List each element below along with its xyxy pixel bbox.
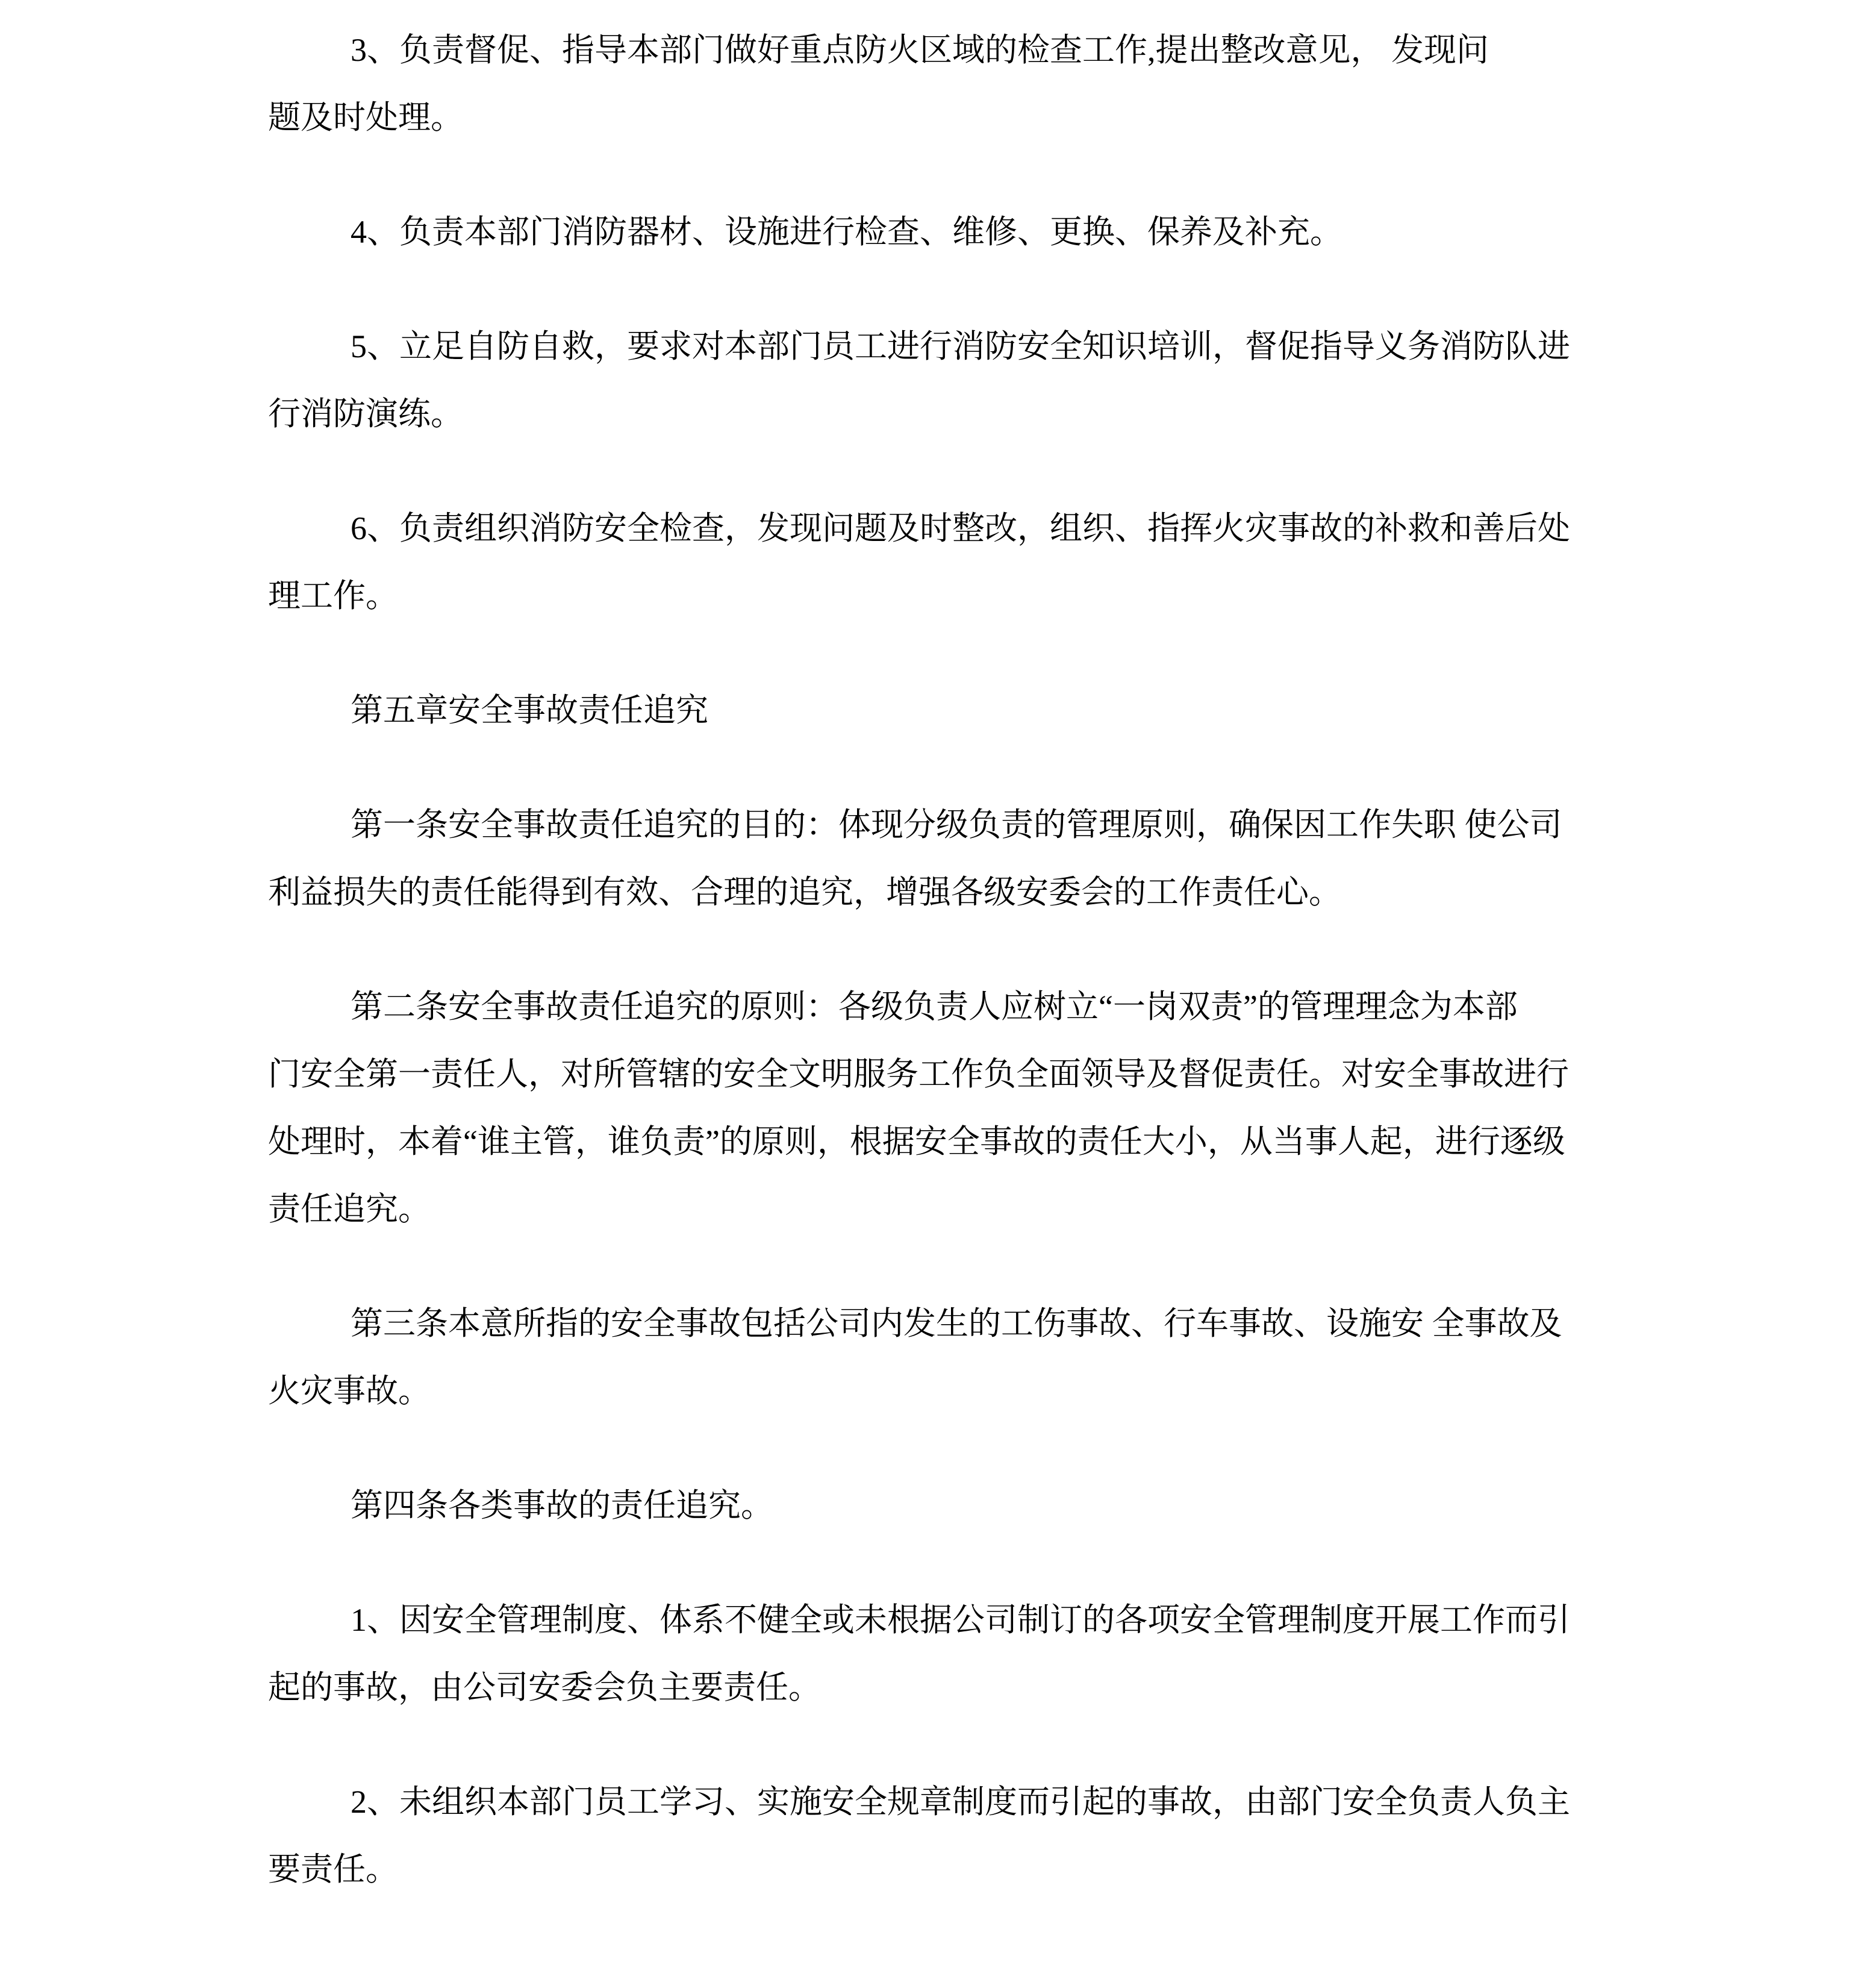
document-content — [268, 16, 1581, 1903]
paragraph — [268, 1768, 1581, 1903]
paragraph-line: 责任追究。 — [268, 1191, 431, 1227]
paragraph — [268, 1290, 1581, 1425]
paragraph — [268, 1586, 1581, 1721]
paragraph-line: 第四条各类事故的责任追究。 — [351, 1487, 773, 1524]
paragraph — [268, 1472, 1581, 1539]
paragraph-line: 理工作。 — [268, 578, 398, 614]
paragraph-line: 第一条安全事故责任追究的目的：体现分级负责的管理原则，确保因工作失职 使公司 — [351, 807, 1562, 843]
paragraph-line: 5、立足自防自救，要求对本部门员工进行消防安全知识培训，督促指导义务消防队进 — [351, 328, 1570, 364]
paragraph-line: 6、负责组织消防安全检查，发现问题及时整改，组织、指挥火灾事故的补救和善后处 — [351, 510, 1570, 546]
paragraph-line: 4、负责本部门消防器材、设施进行检查、维修、更换、保养及补充。 — [351, 214, 1342, 250]
paragraph — [268, 495, 1581, 630]
paragraph-line: 门安全第一责任人，对所管辖的安全文明服务工作负全面领导及督促责任。对安全事故进行 — [268, 1056, 1569, 1092]
paragraph-line: 2、未组织本部门员工学习、实施安全规章制度而引起的事故，由部门安全负责人负主 — [351, 1784, 1570, 1820]
paragraph — [268, 973, 1581, 1243]
paragraph-line: 第五章安全事故责任追究 — [351, 692, 708, 728]
paragraph-line: 利益损失的责任能得到有效、合理的追究，增强各级安委会的工作责任心。 — [268, 874, 1341, 910]
paragraph-line: 第三条本意所指的安全事故包括公司内发生的工伤事故、行车事故、设施安 全事故及 — [351, 1305, 1562, 1342]
paragraph-line: 1、因安全管理制度、体系不健全或未根据公司制订的各项安全管理制度开展工作而引 — [351, 1602, 1570, 1638]
paragraph-line: 3、负责督促、指导本部门做好重点防火区域的检查工作,提出整改意见， 发现问 — [351, 32, 1489, 68]
paragraph — [268, 677, 1581, 744]
paragraph-line: 题及时处理。 — [268, 99, 463, 136]
paragraph-line: 处理时，本着“谁主管，谁负责”的原则，根据安全事故的责任大小，从当事人起，进行逐级 — [268, 1124, 1565, 1160]
paragraph-line: 行消防演练。 — [268, 396, 463, 432]
paragraph — [268, 313, 1581, 448]
paragraph-line: 要责任。 — [268, 1851, 398, 1887]
paragraph — [268, 791, 1581, 926]
paragraph — [268, 16, 1581, 151]
paragraph-line: 起的事故，由公司安委会负主要责任。 — [268, 1669, 821, 1705]
paragraph-line: 第二条安全事故责任追究的原则：各级负责人应树立“一岗双责”的管理理念为本部 — [351, 989, 1518, 1025]
paragraph-line: 火灾事故。 — [268, 1373, 431, 1409]
paragraph — [268, 198, 1581, 266]
